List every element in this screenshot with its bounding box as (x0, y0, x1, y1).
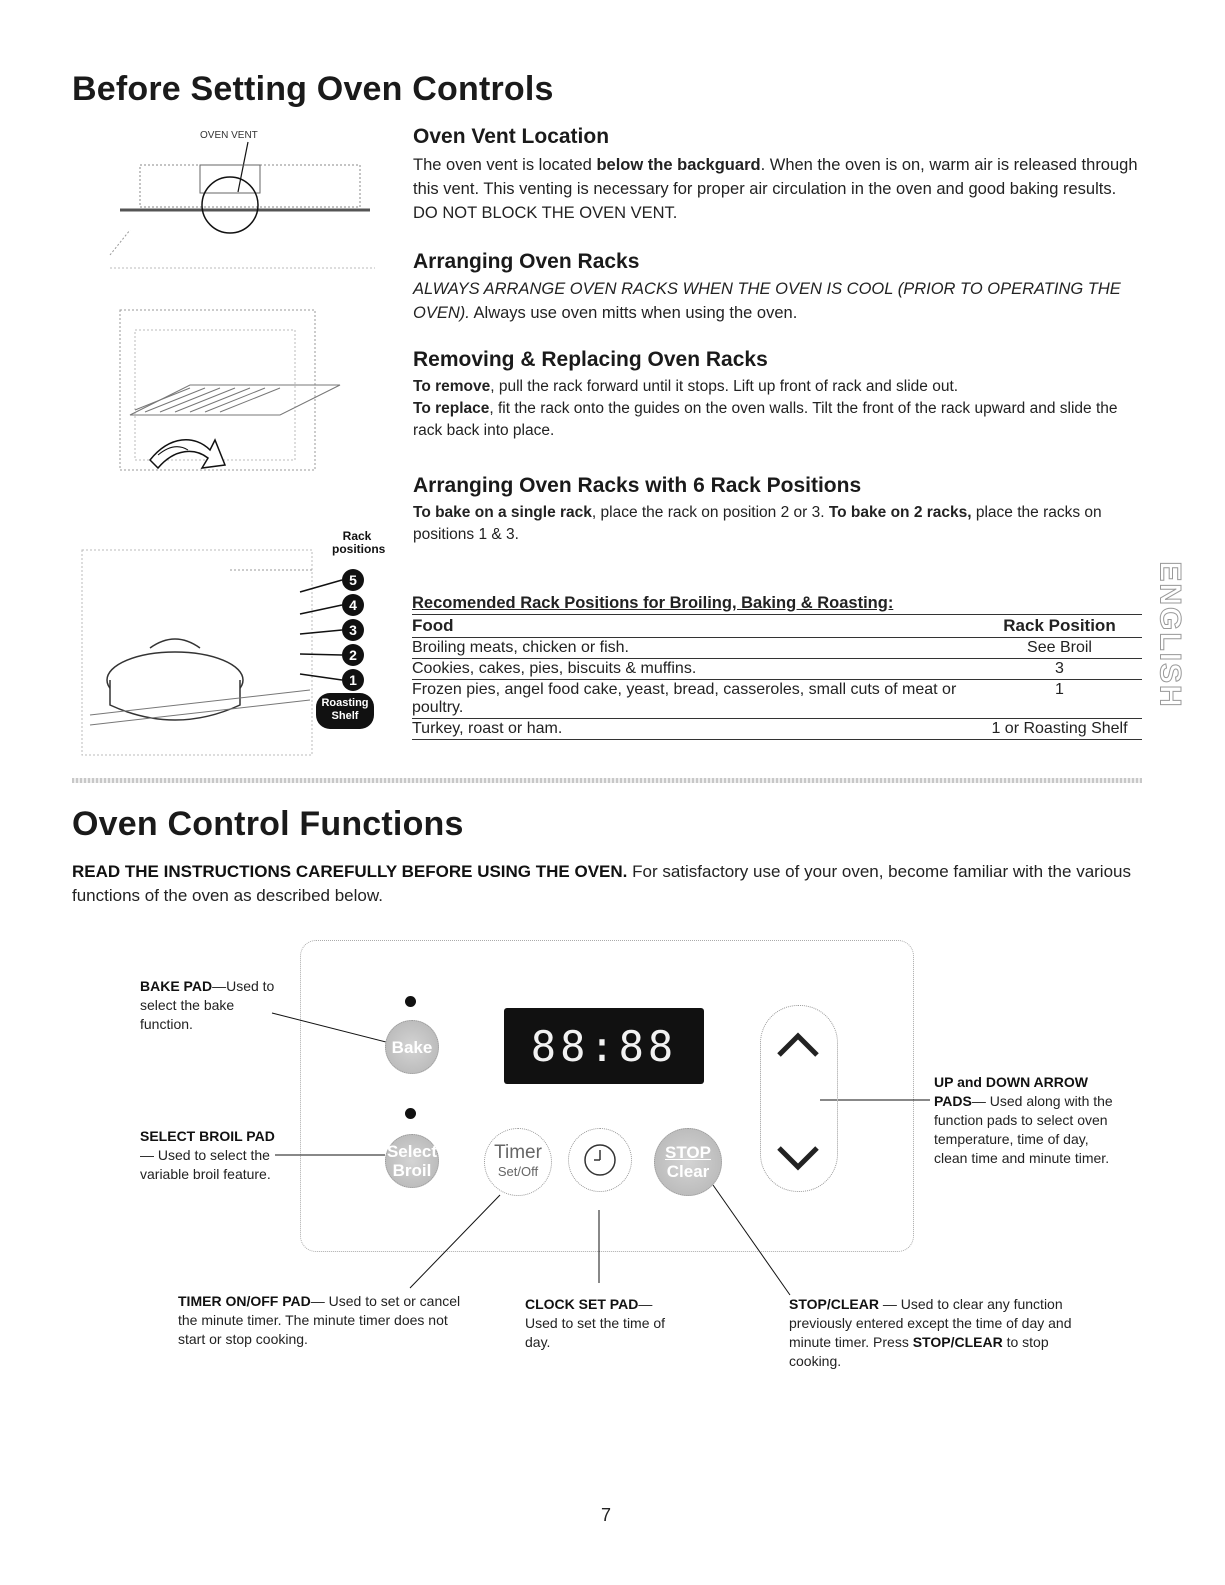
callout-stop-bold: STOP/CLEAR (789, 1296, 879, 1312)
callout-stop-clear-pad (789, 1295, 1079, 1371)
arranging-racks-text: Always use oven mitts when using the oven. (469, 304, 798, 322)
down-arrow-pad[interactable] (770, 1133, 826, 1183)
timer-pad-line1: Timer (494, 1142, 542, 1163)
oven-vent-text-bold: below the backguard (596, 156, 761, 174)
rack-positions-label: Rack positions (332, 529, 386, 556)
callout-stop-bold-2: STOP/CLEAR (912, 1334, 1003, 1350)
heading-arranging-oven-racks: Arranging Oven Racks (413, 250, 640, 273)
english-side-tab-label: ENGLISH (1154, 561, 1188, 709)
stop-pad-line1: STOP (665, 1143, 711, 1162)
table-cell-position: 1 or Roasting Shelf (991, 720, 1128, 737)
to-replace-text: , fit the rack onto the guides on the oven walls. Tilt the front of the rack upward and slide the rack back into place. (413, 400, 1118, 439)
bake-pad[interactable]: Bake (385, 1020, 439, 1074)
callout-stop-text: — Used to clear any function previously entered except the time of day and minute timer. Press (789, 1296, 1072, 1350)
heading-oven-vent-location: Oven Vent Location (413, 125, 610, 148)
timer-pad-line2: Set/Off (497, 1164, 539, 1179)
table-cell-position: 3 (1055, 660, 1064, 677)
to-replace-bold: To replace (413, 400, 490, 417)
rack-position-3-badge: 3 (342, 619, 364, 641)
select-broil-pad[interactable] (385, 1134, 439, 1188)
stop-clear-pad[interactable] (654, 1128, 722, 1196)
callout-bake-bold: BAKE PAD (140, 978, 213, 994)
up-arrow-icon (775, 1031, 821, 1059)
down-arrow-icon (775, 1144, 821, 1172)
callout-clock-set-pad (525, 1295, 685, 1352)
rack-position-4-badge: 4 (342, 594, 364, 616)
clock-set-pad[interactable] (568, 1128, 632, 1192)
single-rack-text: , place the rack on position 2 or 3. (591, 504, 829, 521)
callout-timer-pad (178, 1292, 463, 1349)
two-racks-bold: To bake on 2 racks, (828, 504, 972, 521)
two-racks-text: place the racks on positions 1 & 3. (413, 504, 1102, 543)
heading-six-rack-positions: Arranging Oven Racks with 6 Rack Positions (413, 474, 862, 497)
oven-vent-text-1: The oven vent is located (413, 156, 597, 174)
table-cell-position: 1 (1055, 681, 1064, 698)
callout-clock-bold: CLOCK SET PAD (525, 1296, 639, 1312)
arranging-racks-italic: ALWAYS ARRANGE OVEN RACKS WHEN THE OVEN IS COOL (PRIOR TO OPERATING THE OVEN). (413, 280, 1121, 322)
table-cell-food: Broiling meats, chicken or fish. (412, 639, 629, 656)
oven-vent-text-2: . When the oven is on, warm air is released through this vent. This venting is necessary for proper air circulation in the oven and good baking results. DO NOT BLOCK THE OVEN VENT. (413, 156, 1138, 222)
digital-display: 88:88 (504, 1008, 704, 1084)
table-cell-position: See Broil (1027, 639, 1092, 656)
callout-clock-text: — Used to set the time of day. (525, 1296, 666, 1350)
table-cell-food: Cookies, cakes, pies, biscuits & muffins. (412, 660, 697, 677)
callout-bake-pad (140, 977, 275, 1034)
callout-broil-text: — Used to select the variable broil feature. (140, 1147, 271, 1182)
callout-arrow-pads (934, 1073, 1120, 1168)
table-caption: Recomended Rack Positions for Broiling, Baking & Roasting: (412, 594, 1142, 615)
section-title-oven-control-functions: Oven Control Functions (72, 805, 464, 843)
roasting-shelf-badge: Roasting Shelf (316, 693, 374, 729)
to-remove-bold: To remove (413, 378, 491, 395)
callout-timer-bold: TIMER ON/OFF PAD (178, 1293, 311, 1309)
select-broil-pad-line2: Broil (392, 1161, 432, 1180)
intro-bold: READ THE INSTRUCTIONS CAREFULLY BEFORE USING THE OVEN. (72, 862, 628, 881)
bake-indicator-dot (405, 996, 416, 1007)
callout-broil-bold: SELECT BROIL PAD (140, 1128, 275, 1144)
stop-pad-line2: Clear (666, 1162, 710, 1181)
page-number: 7 (600, 1505, 611, 1525)
broil-indicator-dot (405, 1108, 416, 1119)
oven-vent-label: OVEN VENT (200, 130, 258, 141)
rack-position-2-badge: 2 (342, 644, 364, 666)
callout-select-broil-pad (140, 1127, 275, 1184)
section-title-before-setting: Before Setting Oven Controls (72, 70, 554, 108)
callout-arrow-bold: UP and DOWN ARROW PADS (934, 1074, 1088, 1109)
callout-stop-text-2: to stop cooking. (789, 1334, 1049, 1369)
intro-text: For satisfactory use of your oven, become familiar with the various functions of the oven as described below. (72, 862, 1131, 905)
callout-arrow-text: — Used along with the function pads to select oven temperature, time of day, clean time and minute timer. (934, 1093, 1113, 1166)
table-header-food: Food (412, 616, 454, 635)
rack-position-5-badge: 5 (342, 569, 364, 591)
clock-icon (582, 1142, 618, 1178)
single-rack-bold: To bake on a single rack (413, 504, 592, 521)
to-remove-text: , pull the rack forward until it stops. Lift up front of rack and slide out. (490, 378, 959, 395)
heading-removing-replacing: Removing & Replacing Oven Racks (413, 348, 768, 371)
timer-set-off-pad[interactable] (484, 1128, 552, 1196)
select-broil-pad-line1: Select (386, 1142, 438, 1161)
table-header-position: Rack Position (1003, 616, 1116, 635)
up-arrow-pad[interactable] (770, 1020, 826, 1070)
table-cell-food: Turkey, roast or ham. (412, 720, 563, 737)
table-cell-food: Frozen pies, angel food cake, yeast, bread, casseroles, small cuts of meat or poultry. (412, 681, 957, 716)
rack-position-1-badge: 1 (342, 669, 364, 691)
callout-timer-text: — Used to set or cancel the minute timer. The minute timer does not start or stop cooking. (178, 1293, 461, 1347)
callout-bake-text: —Used to select the bake function. (140, 978, 275, 1032)
